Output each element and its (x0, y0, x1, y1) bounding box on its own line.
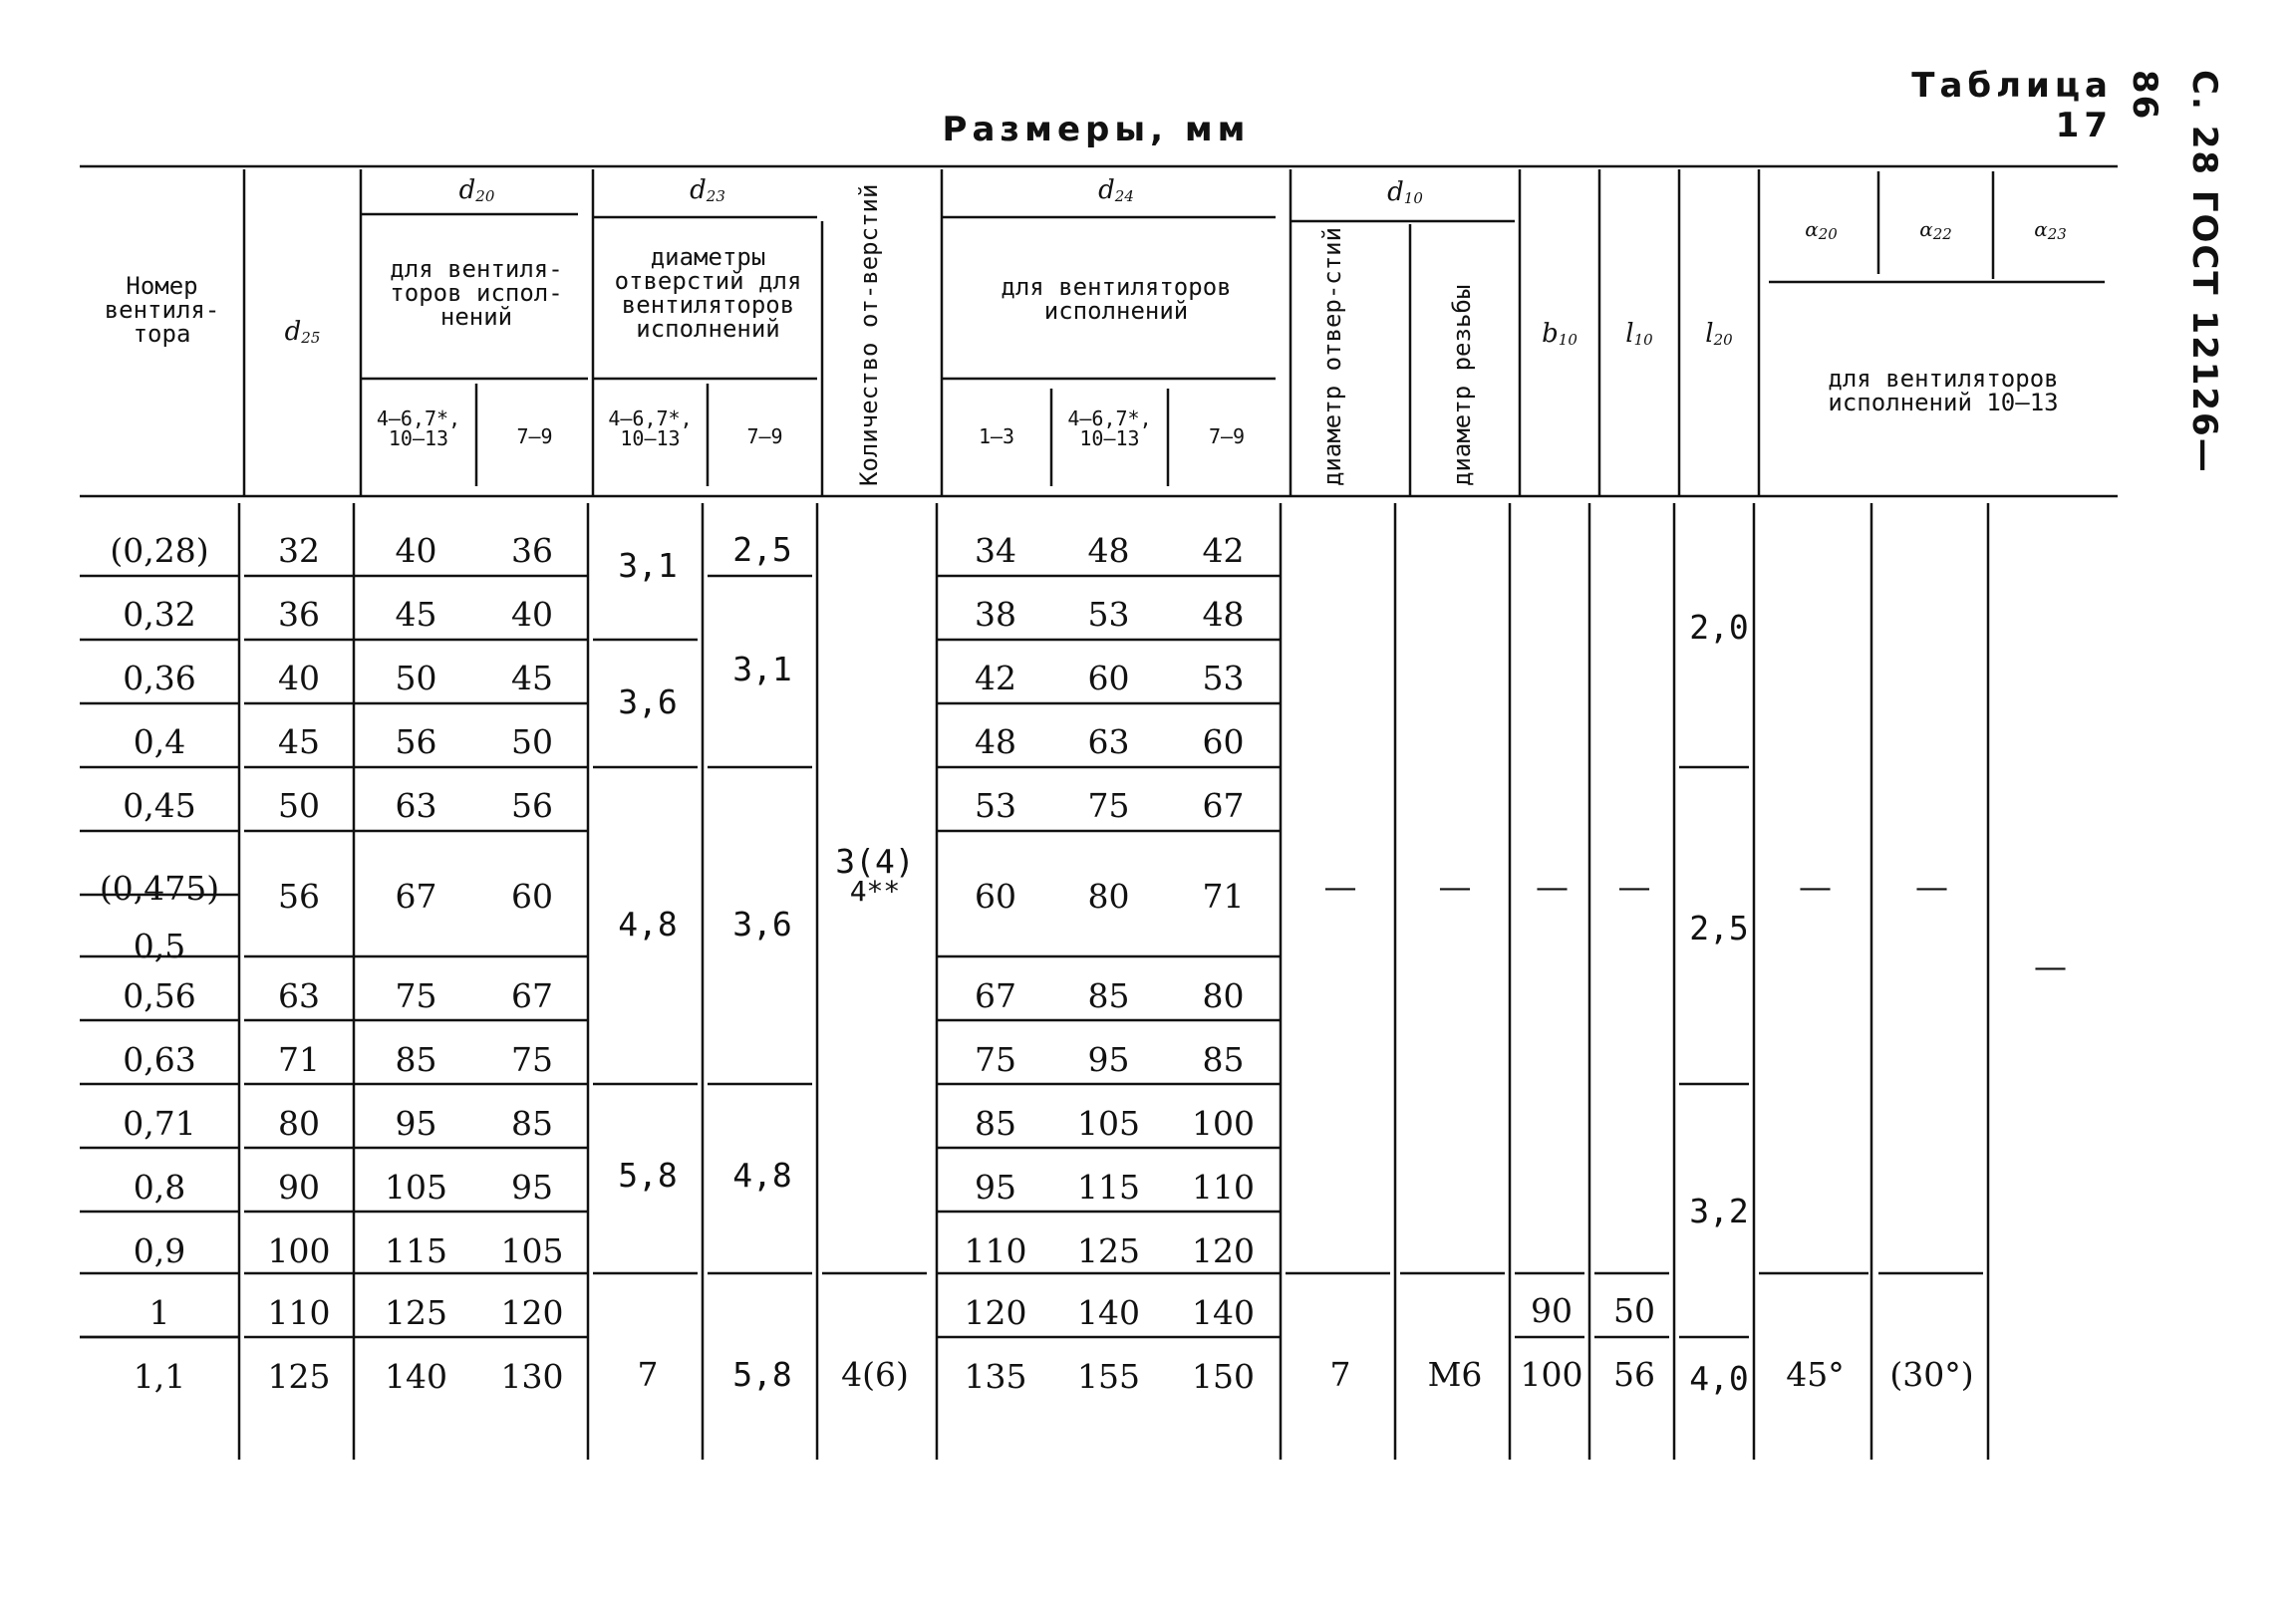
d23a-group-3: 4,8 (618, 905, 678, 944)
b10-dash: — (1536, 867, 1569, 906)
d20-b-value: 40 (511, 595, 553, 634)
d20-a-value: 50 (395, 659, 437, 697)
header-d23-sub2: 7—9 (746, 424, 783, 448)
header-d20-sub1: 4—6,7*, 10—13 (376, 406, 461, 450)
d25-value: 50 (278, 786, 320, 825)
d20-b-value: 56 (511, 786, 553, 825)
d20-a-value: 95 (395, 1104, 437, 1143)
d24-c-value: 67 (1202, 786, 1245, 825)
l20-group-1: 2,0 (1689, 608, 1749, 647)
d10-thread-dash: — (1438, 867, 1472, 906)
d24-c-value: 42 (1202, 531, 1245, 570)
header-d24: $d_{24}$ (1098, 175, 1134, 205)
d24-a-value: 85 (975, 1104, 1016, 1143)
d23b-group-3: 3,6 (732, 905, 792, 944)
d24-b-value: 105 (1077, 1104, 1140, 1143)
b10-val-1: 90 (1531, 1291, 1573, 1330)
d20-a-value: 75 (395, 976, 437, 1015)
d24-a-value: 38 (975, 595, 1016, 634)
d20-a-value: 45 (395, 595, 437, 634)
d10-hole-last: 7 (1329, 1355, 1351, 1394)
header-hole-diameter: диаметр отвер-стий (1318, 226, 1346, 486)
header-l10: $l_{10}$ (1625, 319, 1653, 349)
a22-dash: — (1915, 867, 1948, 906)
d23b-group-5: 5,8 (732, 1355, 792, 1394)
d24-a-value: 42 (975, 659, 1016, 697)
d24-a-value: 34 (975, 531, 1016, 570)
fan-number: 0,45 (123, 786, 196, 825)
d24-b-value: 95 (1087, 1040, 1130, 1079)
header-d24-sub3: 7—9 (1208, 424, 1246, 448)
l20-group-4: 4,0 (1689, 1359, 1749, 1398)
d25-value: 56 (278, 877, 320, 916)
holes-group-1-alt: 4** (849, 875, 901, 908)
d24-b-value: 48 (1087, 531, 1130, 570)
d20-b-value: 130 (500, 1357, 564, 1396)
d20-a-value: 56 (395, 722, 437, 761)
header-l20: $l_{20}$ (1705, 319, 1733, 349)
d24-c-value: 150 (1192, 1357, 1255, 1396)
d24-a-value: 75 (975, 1040, 1016, 1079)
header-holes-count: Количество от-верстий (855, 183, 883, 486)
d20-a-value: 125 (385, 1293, 447, 1332)
page-side-label: С. 28 ГОСТ 12126—86 (2125, 70, 2224, 474)
a20-last: 45° (1786, 1355, 1845, 1394)
holes-group-2: 4(6) (841, 1355, 909, 1394)
d23a-group-5: 7 (637, 1355, 659, 1394)
d20-a-value: 67 (395, 877, 437, 916)
fan-number: (0,475) (99, 869, 220, 908)
d23b-group-2: 3,1 (732, 650, 792, 688)
holes-group-1 (825, 842, 925, 908)
d24-b-value: 155 (1077, 1357, 1140, 1396)
d20-b-value: 105 (500, 1231, 564, 1270)
header-fan-number: Номер вентиля-тора (104, 272, 220, 348)
header-d24-sub1: 1—3 (978, 424, 1015, 448)
d25-value: 45 (278, 722, 320, 761)
a20-dash: — (1799, 867, 1832, 906)
d24-b-value: 80 (1087, 877, 1130, 916)
d25-value: 100 (267, 1231, 331, 1270)
d20-a-value: 63 (395, 786, 437, 825)
d20-b-value: 85 (511, 1104, 553, 1143)
d24-b-value: 53 (1087, 595, 1130, 634)
d23a-group-1: 3,1 (618, 546, 678, 585)
d23a-group-2: 3,6 (618, 682, 678, 721)
a22-last: (30°) (1889, 1355, 1974, 1394)
l10-val-1: 50 (1613, 1291, 1655, 1330)
d24-a-value: 60 (975, 877, 1016, 916)
d20-a-value: 85 (395, 1040, 437, 1079)
d20-b-value: 60 (511, 877, 553, 916)
header-d24-desc: для вентиляторов исполнений (1001, 273, 1232, 325)
header-a22: $\alpha_{22}$ (1919, 217, 1952, 243)
d24-c-value: 110 (1192, 1168, 1255, 1207)
d25-value: 63 (278, 976, 320, 1015)
header-d23: $d_{23}$ (690, 175, 725, 205)
d25-value: 90 (278, 1168, 320, 1207)
d25-value: 80 (278, 1104, 320, 1143)
header-thread-diameter: диаметр резьбы (1448, 284, 1476, 486)
d24-c-value: 120 (1192, 1231, 1255, 1270)
d20-b-value: 50 (511, 722, 553, 761)
fan-number: 0,4 (133, 722, 186, 761)
d20-b-value: 75 (511, 1040, 553, 1079)
d24-c-value: 80 (1202, 976, 1245, 1015)
d10-thread-last: М6 (1427, 1355, 1483, 1394)
d20-b-value: 120 (500, 1293, 564, 1332)
table-caption: Размеры, мм (942, 110, 1251, 149)
fan-number: 0,71 (123, 1104, 196, 1143)
fan-number: 0,36 (123, 659, 196, 697)
d23b-group-1: 2,5 (732, 530, 792, 569)
d24-b-value: 85 (1087, 976, 1130, 1015)
d24-c-value: 100 (1192, 1104, 1255, 1143)
header-d23-sub1: 4—6,7*, 10—13 (608, 406, 693, 450)
header-d20: $d_{20}$ (458, 175, 495, 205)
header-d25: $d_{25}$ (284, 317, 321, 347)
fan-number: 0,5 (133, 927, 186, 965)
d25-value: 32 (278, 531, 320, 570)
header-b10: $b_{10}$ (1542, 319, 1578, 349)
d24-a-value: 67 (975, 976, 1016, 1015)
l10-dash: — (1617, 867, 1651, 906)
header-alpha-desc: для вентиляторов исполнений 10—13 (1828, 365, 2059, 416)
d23b-group-4: 4,8 (732, 1156, 792, 1195)
d25-value: 71 (278, 1040, 320, 1079)
d24-b-value: 75 (1087, 786, 1130, 825)
d20-b-value: 36 (511, 531, 553, 570)
holes-group-1-main: 3(4) (835, 842, 915, 881)
l20-group-2: 2,5 (1689, 909, 1749, 947)
fan-number: (0,28) (110, 531, 209, 570)
a23-dash: — (2034, 946, 2067, 985)
fan-number: 0,8 (133, 1168, 186, 1207)
d20-b-value: 67 (511, 976, 553, 1015)
d24-b-value: 140 (1077, 1293, 1140, 1332)
b10-val-2: 100 (1520, 1355, 1583, 1394)
header-a23: $\alpha_{23}$ (2034, 217, 2067, 243)
d20-b-value: 45 (511, 659, 553, 697)
d20-a-value: 40 (395, 531, 437, 570)
d24-b-value: 125 (1077, 1231, 1140, 1270)
d24-b-value: 115 (1077, 1168, 1140, 1207)
header-d24-sub2: 4—6,7*, 10—13 (1067, 406, 1152, 450)
header-d23-desc: диаметры отверстий для вентиляторов исполнений (614, 243, 802, 343)
fan-number: 0,32 (123, 595, 196, 634)
d24-c-value: 53 (1202, 659, 1245, 697)
d20-b-value: 95 (511, 1168, 553, 1207)
d24-a-value: 120 (964, 1293, 1027, 1332)
d24-a-value: 48 (975, 722, 1016, 761)
fan-number: 1,1 (133, 1357, 186, 1396)
header-d20-desc: для вентиля-торов испол-нений (390, 255, 563, 331)
d20-a-value: 115 (385, 1231, 447, 1270)
d20-a-value: 105 (385, 1168, 447, 1207)
header-a20: $\alpha_{20}$ (1805, 217, 1838, 243)
d23a-group-4: 5,8 (618, 1156, 678, 1195)
d24-a-value: 53 (975, 786, 1016, 825)
fan-number: 1 (148, 1293, 170, 1332)
fan-number: 0,63 (123, 1040, 196, 1079)
d25-value: 40 (278, 659, 320, 697)
d24-a-value: 95 (975, 1168, 1016, 1207)
d24-a-value: 110 (964, 1231, 1027, 1270)
d25-value: 110 (267, 1293, 331, 1332)
d24-c-value: 48 (1202, 595, 1245, 634)
fan-number: 0,56 (123, 976, 196, 1015)
d24-c-value: 140 (1192, 1293, 1255, 1332)
d24-c-value: 85 (1202, 1040, 1245, 1079)
d10-hole-dash: — (1323, 867, 1357, 906)
d24-b-value: 63 (1087, 722, 1130, 761)
d24-a-value: 135 (964, 1357, 1027, 1396)
d24-c-value: 60 (1202, 722, 1245, 761)
d25-value: 125 (267, 1357, 331, 1396)
d24-b-value: 60 (1087, 659, 1130, 697)
d25-value: 36 (278, 595, 320, 634)
header-d10: $d_{10}$ (1387, 177, 1423, 207)
l10-val-2: 56 (1613, 1355, 1655, 1394)
l20-group-3: 3,2 (1689, 1192, 1749, 1230)
fan-number: 0,9 (133, 1231, 186, 1270)
d20-a-value: 140 (385, 1357, 447, 1396)
d24-c-value: 71 (1202, 877, 1245, 916)
table-number-label: Таблица 17 (1911, 66, 2113, 145)
header-d20-sub2: 7—9 (516, 424, 553, 448)
